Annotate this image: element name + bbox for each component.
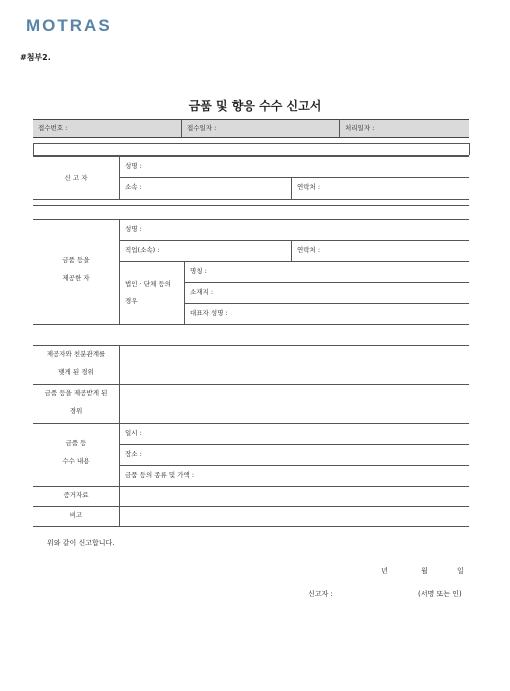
rule — [291, 177, 292, 199]
reporter-section-label: 신 고 자 — [64, 174, 88, 182]
provider-section-label: 금품 등을 — [62, 256, 90, 264]
corporation-label: 경우 — [125, 297, 138, 305]
rule — [33, 219, 469, 220]
receipt-kind-value-field[interactable]: 금품 등의 종류 및 가액 : — [125, 471, 195, 479]
relation-label: 제공자와 친분관계를 — [46, 350, 106, 358]
provider-section-label: 제공한 자 — [62, 274, 90, 282]
corporation-label: 법인 · 단체 등의 — [125, 280, 171, 288]
rule — [184, 303, 469, 304]
reporter-name-field[interactable]: 성명 : — [125, 162, 142, 170]
divider — [181, 119, 182, 138]
rule — [119, 444, 469, 445]
rule — [469, 143, 470, 155]
rule — [33, 199, 469, 200]
corporation-representative-field[interactable]: 대표자 성명 : — [190, 309, 228, 317]
rule — [119, 156, 120, 199]
rule — [33, 345, 469, 346]
evidence-label: 증거자료 — [63, 491, 89, 499]
receipt-section-label: 수수 내용 — [62, 457, 90, 465]
reporter-contact-field[interactable]: 연락처 : — [297, 183, 321, 191]
circumstance-label: 경위 — [69, 407, 83, 415]
rule — [119, 465, 469, 466]
rule — [33, 384, 469, 385]
rule — [184, 261, 185, 324]
receipt-place-field[interactable]: 장소 : — [125, 450, 142, 458]
rule — [33, 324, 469, 325]
rule — [33, 143, 469, 144]
rule — [119, 261, 469, 262]
rule — [33, 205, 469, 206]
reporter-affiliation-field[interactable]: 소속 : — [125, 183, 142, 191]
relation-label: 맺게 된 경위 — [58, 368, 94, 376]
attachment-number: #첨부2. — [20, 53, 51, 62]
rule — [184, 282, 469, 283]
year-label: 년 — [381, 567, 388, 575]
corporation-address-field[interactable]: 소재지 : — [190, 288, 214, 296]
company-logo: MOTRAS — [26, 16, 112, 35]
form-title: 금품 및 향응 수수 신고서 — [188, 99, 322, 113]
rule — [33, 423, 469, 424]
declaration-statement: 위와 같이 신고합니다. — [47, 539, 115, 547]
rule — [119, 345, 120, 526]
receipt-date-label: 접수일자 : — [187, 124, 217, 132]
reporter-signature-label: 신고자 : — [308, 590, 333, 598]
rule — [119, 219, 120, 324]
rule — [33, 156, 469, 157]
rule — [33, 143, 34, 155]
receipt-section-label: 금품 등 — [65, 439, 87, 447]
rule — [33, 486, 469, 487]
provider-name-field[interactable]: 성명 : — [125, 225, 142, 233]
provider-contact-field[interactable]: 연락처 : — [297, 246, 321, 254]
receipt-number-label: 접수번호 : — [38, 124, 68, 132]
rule — [291, 240, 292, 261]
divider — [339, 119, 340, 138]
corporation-name-field[interactable]: 명칭 : — [190, 267, 207, 275]
provider-job-field[interactable]: 직업(소속) : — [125, 246, 160, 254]
rule — [119, 240, 469, 241]
remarks-label: 비고 — [69, 511, 83, 519]
day-label: 일 — [457, 567, 464, 575]
rule — [119, 177, 469, 178]
form-header-row — [33, 119, 469, 138]
process-date-label: 처리일자 : — [345, 124, 375, 132]
rule — [33, 526, 469, 527]
rule — [33, 506, 469, 507]
month-label: 월 — [421, 567, 428, 575]
signature-note: (서명 또는 인) — [418, 590, 462, 598]
receipt-datetime-field[interactable]: 일시 : — [125, 429, 142, 437]
circumstance-label: 금품 등을 제공받게 된 — [44, 389, 108, 397]
